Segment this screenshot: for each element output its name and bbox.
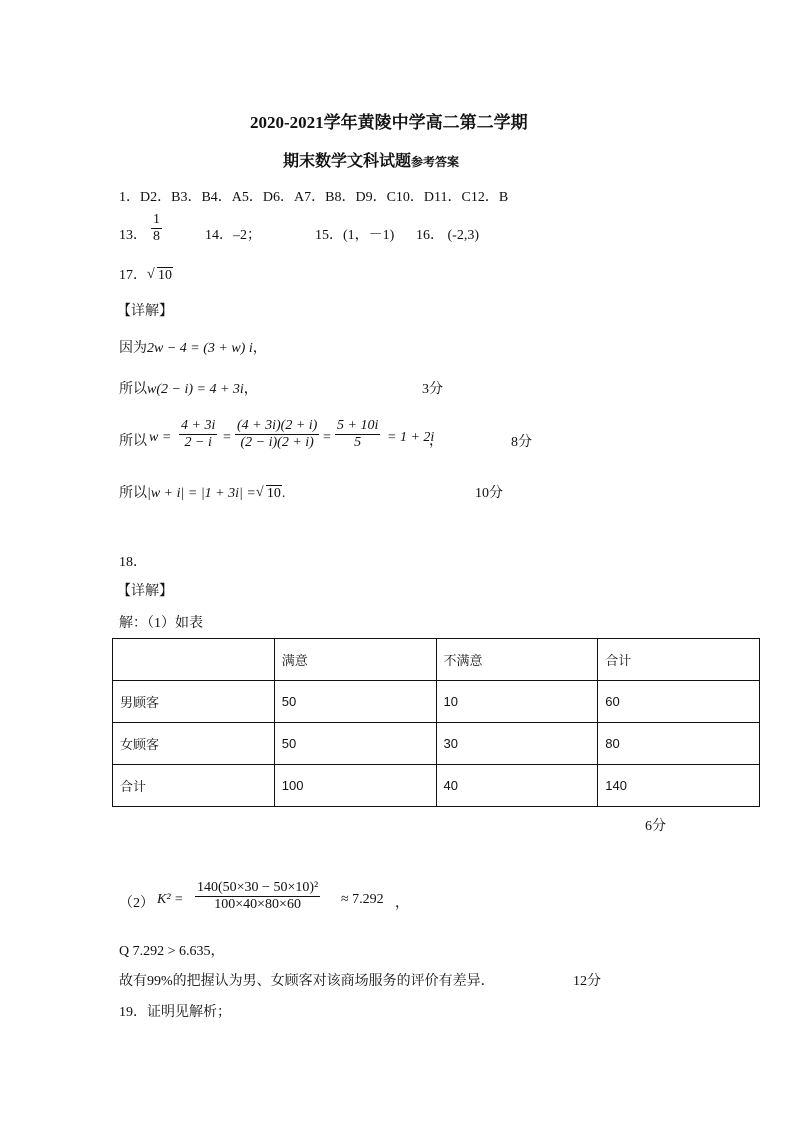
q17-step1 [119, 337, 267, 357]
step3-score: 8分 [511, 435, 532, 450]
step3-end: ， [429, 434, 443, 449]
table-cell: 100 [274, 765, 436, 807]
step4-text: 所以 [119, 486, 147, 501]
q18-label: 18． [119, 555, 147, 570]
step4-math: |w + i| = |1 + 3i| = [147, 486, 256, 501]
equals-sign: = [223, 430, 231, 445]
q14-answer: 14．–2； [205, 228, 261, 243]
q18-compare [119, 940, 225, 960]
q17-radicand: 10 [158, 268, 172, 283]
sqrt-symbol [256, 486, 282, 502]
q18-part1: 解：（1）如表 [119, 616, 203, 631]
frac2-num: (4 + 3i)(2 + i) [237, 418, 318, 433]
part2-prefix: （2） [119, 896, 154, 911]
table-cell: 40 [436, 765, 598, 807]
table-row [113, 723, 760, 765]
k2-symbol: K² = [157, 892, 184, 907]
step3-text: 所以 [119, 434, 147, 449]
q13-numerator: 1 [153, 212, 160, 227]
table-cell: 不满意 [436, 639, 598, 681]
step3-fraction-2 [235, 418, 319, 451]
table-header-row [113, 639, 760, 681]
table-cell: 50 [274, 681, 436, 723]
subtitle-main: 期末数学文科试题 [283, 153, 412, 170]
table-cell: 140 [598, 765, 760, 807]
equals-sign: = [323, 430, 331, 445]
table-cell: 50 [274, 723, 436, 765]
step4-end: . [281, 486, 286, 501]
step2-end: ， [243, 382, 258, 397]
table-cell: 合计 [113, 765, 275, 807]
contingency-table [112, 638, 760, 807]
table-cell: 合计 [598, 639, 760, 681]
frac3-den: 5 [354, 435, 362, 450]
step4-radicand: 10 [266, 486, 281, 501]
step3-fraction-1 [179, 418, 217, 451]
subtitle-suffix: 参考答案 [411, 155, 460, 169]
table-cell: 女顾客 [113, 723, 275, 765]
sqrt-symbol [147, 268, 173, 284]
step3-fraction-3 [335, 418, 380, 451]
q19-answer: 19．证明见解析； [119, 1005, 231, 1020]
k2-result: ≈ 7.292 [341, 892, 384, 907]
q18-detail-label: 【详解】 [117, 584, 173, 599]
frac2-den: (2 − i)(2 + i) [240, 435, 314, 450]
frac1-num: 4 + 3i [181, 418, 216, 433]
table-cell: 80 [598, 723, 760, 765]
k2-denominator: 100×40×80×60 [214, 897, 301, 912]
q16-answer: 16． (-2,3) [416, 228, 479, 243]
step3-tail: = 1 + 2i [387, 430, 435, 445]
q17-step2 [119, 378, 258, 398]
k2-end: ， [395, 896, 409, 911]
q13-fraction [151, 212, 162, 245]
step1-text: 因为 [119, 341, 147, 356]
table-cell [113, 639, 275, 681]
q17-step4 [119, 482, 285, 502]
q17-answer [119, 264, 173, 284]
table-row [113, 765, 760, 807]
compare-text: Q 7.292 > 6.635 [119, 944, 211, 959]
table-cell: 60 [598, 681, 760, 723]
step4-score: 10分 [475, 486, 503, 501]
table-cell: 男顾客 [113, 681, 275, 723]
compare-end: ， [210, 944, 225, 959]
q17-detail-label: 【详解】 [117, 304, 173, 319]
conclusion-score: 12分 [573, 974, 601, 989]
k2-fraction [195, 880, 320, 913]
q13-denominator: 8 [153, 229, 160, 244]
step1-end: ， [252, 341, 267, 356]
table-cell: 满意 [274, 639, 436, 681]
step2-score: 3分 [422, 382, 443, 397]
table-row [113, 681, 760, 723]
frac1-den: 2 − i [184, 435, 212, 450]
page-subtitle [283, 148, 459, 171]
k2-numerator: 140(50×30 − 50×10)² [197, 880, 319, 895]
q15-answer: 15．(1，－1) [315, 228, 395, 243]
q13-label: 13． [119, 228, 147, 243]
step3-w: w = [149, 430, 172, 445]
choice-answers: 1．D2．B3．B4．A5．D6．A7．B8．D9．C10．D11．C12．B [119, 190, 509, 205]
table-cell: 10 [436, 681, 598, 723]
q17-label: 17． [119, 268, 147, 283]
frac3-num: 5 + 10i [337, 418, 379, 433]
q18-conclusion: 故有99%的把握认为男、女顾客对该商场服务的评价有差异． [119, 974, 495, 989]
step2-math: w(2 − i) = 4 + 3i [147, 382, 244, 397]
page-title: 2020-2021学年黄陵中学高二第二学期 [250, 113, 528, 132]
table-cell: 30 [436, 723, 598, 765]
step1-math: 2w − 4 = (3 + w) i [147, 341, 253, 356]
table-score: 6分 [645, 819, 666, 834]
step2-text: 所以 [119, 382, 147, 397]
